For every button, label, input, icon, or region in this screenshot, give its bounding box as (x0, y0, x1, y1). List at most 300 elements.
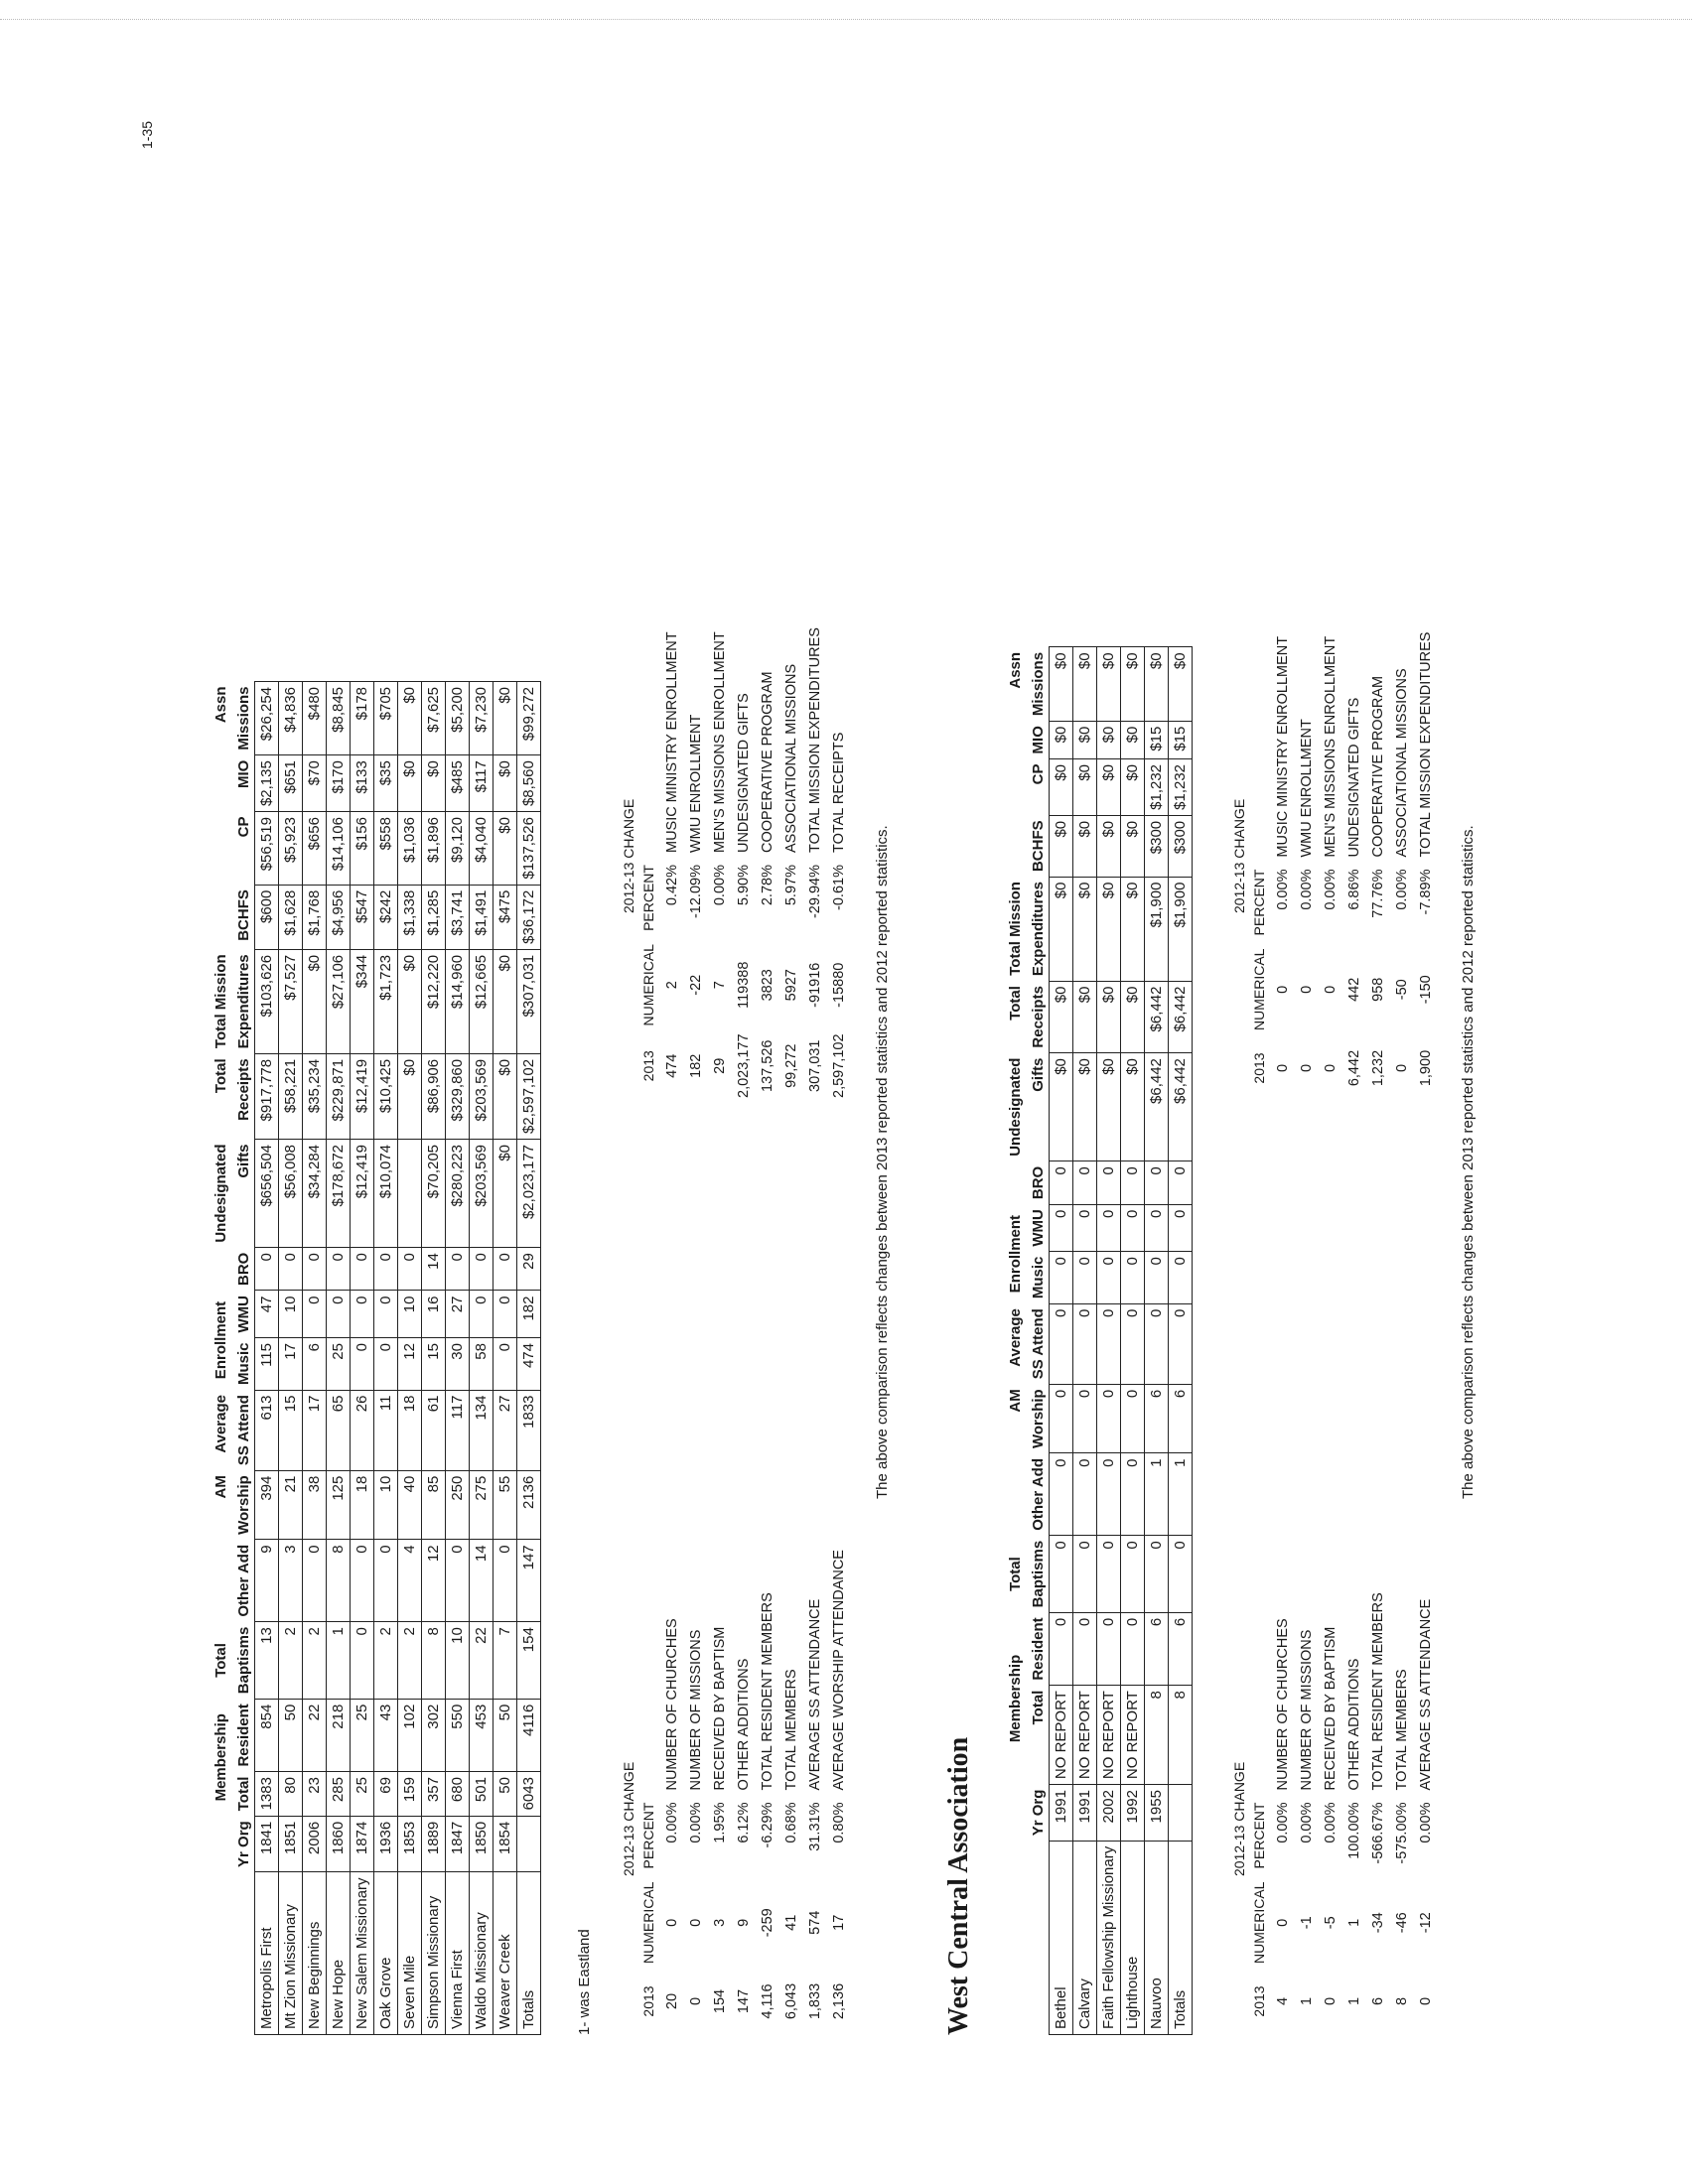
col-numerical-header: NUMERICAL (640, 1881, 656, 1964)
metric-label-cell: TOTAL MISSION EXPENDITURES (1418, 631, 1434, 858)
table-cell: $656,504 (255, 1139, 279, 1247)
change-row (1319, 628, 1342, 1102)
table-cell: 134 (470, 1390, 494, 1470)
table-cell: 6 (1169, 1612, 1193, 1685)
table-cell: 102 (398, 1699, 422, 1771)
change-summary-title: 2012-13 CHANGE (621, 798, 636, 913)
change-row (684, 1546, 708, 2035)
table-cell: 10 (398, 1291, 422, 1338)
metric-label-cell: ASSOCIATIONAL MISSIONS (783, 663, 799, 854)
table-cell: 501 (470, 1772, 494, 1817)
table-cell: 1860 (327, 1816, 351, 1872)
comparison-note-2: The above comparison reflects changes between 2013 reported statistics and 2012 reported statistics. (1460, 825, 1477, 1499)
table-row (327, 681, 351, 2034)
table-cell: 1851 (279, 1816, 303, 1872)
table-cell: $0 (1121, 815, 1145, 877)
other-add-column-header: Other Add (235, 1544, 252, 1617)
table-cell: 854 (255, 1699, 279, 1771)
table-cell: 14 (422, 1248, 446, 1291)
change-table-finance-body (636, 623, 851, 1102)
table-cell: $5,200 (446, 681, 470, 754)
table-cell: $1,232 (1169, 758, 1193, 815)
table-row (1145, 647, 1169, 2035)
table-cell: 0 (1145, 1536, 1169, 1613)
table-cell: NO REPORT (1050, 1686, 1073, 1785)
statistics-table-1 (209, 681, 541, 2035)
table-cell: $0 (1169, 647, 1193, 721)
footnote: 1- was Eastland (576, 1929, 593, 2035)
table-cell: 18 (351, 1470, 374, 1540)
table-cell: 250 (446, 1470, 470, 1540)
metric-label-cell: UNDESIGNATED GIFTS (736, 693, 752, 854)
table-cell: $1,285 (422, 885, 446, 949)
numerical-change-cell: 0 (664, 1918, 680, 1927)
change-row (779, 623, 803, 1102)
yr-org-column-header: Yr Org (1030, 1789, 1047, 1837)
table-cell: $2,023,177 (517, 1139, 541, 1247)
numerical-change-cell: -12 (1418, 1912, 1434, 1934)
table-cell: $0 (494, 681, 517, 754)
metric-label-cell: COOPERATIVE PROGRAM (1370, 675, 1386, 858)
table-cell: $14,960 (446, 949, 470, 1053)
church-column-header (231, 1872, 255, 2035)
expenditures-column-header: Expenditures (235, 954, 252, 1049)
table-cell: 0 (351, 1248, 374, 1291)
percent-change-cell: -6.29% (760, 1802, 776, 1848)
table-row (279, 681, 303, 2034)
table-cell: 1833 (517, 1390, 541, 1470)
table-cell: $8,560 (517, 755, 541, 812)
table-cell: 8 (422, 1622, 446, 1700)
table-cell: 0 (374, 1248, 398, 1291)
church-name-cell: Totals (517, 1872, 541, 2035)
numerical-change-cell: 5927 (783, 969, 799, 1002)
expenditures-column-header: Expenditures (1030, 882, 1047, 977)
percent-change-cell: 0.00% (1418, 1802, 1434, 1843)
church-name-cell: Metropolis First (255, 1872, 279, 2035)
table-cell: 30 (446, 1338, 470, 1391)
col-percent-header: PERCENT (640, 1802, 656, 1869)
table-cell: 0 (1050, 1252, 1073, 1304)
table-cell: $12,220 (422, 949, 446, 1053)
table-column-header-row (1026, 647, 1050, 2035)
table-cell: 4 (398, 1540, 422, 1622)
table-cell: 0 (1097, 1204, 1121, 1252)
table-cell: 154 (517, 1622, 541, 1700)
table-cell: 1 (1169, 1453, 1193, 1536)
table-row (494, 681, 517, 2034)
table-cell: $203,569 (470, 1139, 494, 1247)
table-cell: $0 (1073, 758, 1097, 815)
table-cell: $300 (1169, 815, 1193, 877)
value-2013-cell: 474 (664, 1053, 680, 1078)
table-cell: 1889 (422, 1816, 446, 1872)
table-cell: $12,419 (351, 1053, 374, 1139)
table-cell: 1850 (470, 1816, 494, 1872)
table-cell: 0 (1073, 1252, 1097, 1304)
table-cell: $4,836 (279, 681, 303, 754)
value-2013-cell: 147 (736, 1988, 752, 2014)
table-cell: 3 (279, 1540, 303, 1622)
table-cell: 2002 (1097, 1785, 1121, 1842)
table-cell: 275 (470, 1470, 494, 1540)
table-cell: 0 (1050, 1303, 1073, 1384)
percent-change-cell: -0.61% (831, 865, 847, 910)
table-cell: 0 (351, 1338, 374, 1391)
table-cell: 1383 (255, 1772, 279, 1817)
enrollment-group-header: Enrollment (212, 1300, 229, 1380)
table-cell: 50 (279, 1699, 303, 1771)
table-cell: 1955 (1145, 1785, 1169, 1842)
change-row (1342, 1588, 1366, 2035)
table-cell: 6 (303, 1338, 327, 1391)
table-cell (517, 1816, 541, 1872)
table-cell: 23 (303, 1772, 327, 1817)
church-name-cell: Seven Mile (398, 1872, 422, 2035)
table-cell: $3,741 (446, 885, 470, 949)
table-cell: 4116 (517, 1699, 541, 1771)
table-cell: 0 (1050, 1204, 1073, 1252)
change-row (1319, 1588, 1342, 2035)
value-2013-cell: 154 (712, 1988, 728, 2014)
numerical-change-cell: 1 (1346, 1918, 1362, 1927)
metric-label-cell: COOPERATIVE PROGRAM (760, 671, 776, 854)
metric-label-cell: WMU ENROLLMENT (1299, 719, 1315, 858)
change-row (1295, 628, 1319, 1102)
table-cell: $6,442 (1169, 981, 1193, 1053)
table-cell: 0 (494, 1338, 517, 1391)
table-cell: $480 (303, 681, 327, 754)
metric-label-cell: TOTAL RECEIPTS (831, 732, 847, 854)
numerical-change-cell: -15880 (831, 962, 847, 1008)
table-cell: $27,106 (327, 949, 351, 1053)
percent-change-cell: 100.00% (1346, 1802, 1362, 1859)
table-cell: 0 (1097, 1384, 1121, 1453)
table-cell: 0 (1145, 1252, 1169, 1304)
wmu-column-header: WMU (1030, 1209, 1047, 1247)
table-cell: 40 (398, 1470, 422, 1540)
page-number: 1-35 (139, 120, 155, 149)
table-cell: $475 (494, 885, 517, 949)
table-cell: 10 (446, 1622, 470, 1700)
table-cell: 0 (1169, 1161, 1193, 1204)
table-cell: 13 (255, 1622, 279, 1700)
metric-label-cell: NUMBER OF MISSIONS (1299, 1629, 1315, 1791)
percent-change-cell: 5.90% (736, 865, 752, 906)
table-cell: 0 (303, 1291, 327, 1338)
numerical-change-cell: -5 (1323, 1916, 1339, 1930)
table-cell: 2 (303, 1622, 327, 1700)
table-cell: $137,526 (517, 812, 541, 886)
numerical-change-cell: 3 (712, 1918, 728, 1927)
receipts-column-header: Receipts (1030, 986, 1047, 1048)
comparison-note: The above comparison reflects changes between 2013 reported statistics and 2012 reported statistics. (874, 825, 891, 1499)
music-column-header: Music (1030, 1256, 1047, 1299)
table-cell: 38 (303, 1470, 327, 1540)
value-2013-cell: 6 (1370, 1996, 1386, 2006)
assn-group-header: Assn (212, 686, 229, 724)
metric-label-cell: NUMBER OF CHURCHES (1275, 1618, 1291, 1791)
table-cell: 2 (374, 1622, 398, 1700)
value-2013-cell: 307,031 (807, 1039, 823, 1092)
table-cell: 0 (303, 1540, 327, 1622)
change-row (708, 623, 732, 1102)
value-2013-cell: 6,043 (783, 1982, 799, 2020)
table-row (374, 681, 398, 2034)
numerical-change-cell: 0 (688, 1918, 704, 1927)
table-cell: 61 (422, 1390, 446, 1470)
change-row (660, 623, 684, 1102)
table-cell: 0 (1169, 1204, 1193, 1252)
table-cell: 22 (303, 1699, 327, 1771)
metric-label-cell: TOTAL RESIDENT MEMBERS (760, 1592, 776, 1791)
percent-change-cell: -566.67% (1370, 1802, 1386, 1864)
metric-label-cell: TOTAL MISSION EXPENDITURES (807, 627, 823, 854)
table-cell: 147 (517, 1540, 541, 1622)
total-group-header: Total (212, 1643, 229, 1678)
metric-label-cell: TOTAL MEMBERS (1394, 1669, 1410, 1791)
total-mission-group-header: Total Mission (1007, 882, 1024, 976)
value-2013-cell: 0 (1299, 1063, 1315, 1073)
table-cell: 0 (1050, 1161, 1073, 1204)
table-cell: 2136 (517, 1470, 541, 1540)
music-column-header: Music (235, 1342, 252, 1386)
numerical-change-cell: 41 (783, 1914, 799, 1931)
table-cell: $1,232 (1145, 758, 1169, 815)
change-row (1271, 628, 1295, 1102)
col-numerical-header: NUMERICAL (640, 944, 656, 1026)
table-cell: $0 (1073, 877, 1097, 981)
percent-change-cell: 0.00% (1323, 1802, 1339, 1843)
percent-change-cell: 0.42% (664, 865, 680, 906)
table-cell: 85 (422, 1470, 446, 1540)
table-cell: 0 (1169, 1303, 1193, 1384)
church-name-cell: New Hope (327, 1872, 351, 2035)
undesignated-group-header: Undesignated (212, 1144, 229, 1243)
table-cell: 0 (303, 1248, 327, 1291)
table-cell: $12,419 (351, 1139, 374, 1247)
table-cell: 182 (517, 1291, 541, 1338)
table-cell: $0 (1050, 647, 1073, 721)
table-cell: $0 (1121, 877, 1145, 981)
value-2013-cell: 0 (1418, 1996, 1434, 2006)
percent-change-cell: 0.00% (1323, 869, 1339, 910)
value-2013-cell: 0 (1275, 1063, 1291, 1073)
value-2013-cell: 4 (1275, 1996, 1291, 2006)
numerical-change-cell: -150 (1418, 975, 1434, 1005)
change-summary-title: 2012-13 CHANGE (1231, 1761, 1247, 1876)
table-cell: 0 (1073, 1453, 1097, 1536)
table-cell: 50 (494, 1699, 517, 1771)
numerical-change-cell: 119388 (736, 961, 752, 1009)
church-name-cell: Mt Zion Missionary (279, 1872, 303, 2035)
table-cell: 8 (1145, 1686, 1169, 1785)
table-cell: $0 (1121, 647, 1145, 721)
table-cell: $8,845 (327, 681, 351, 754)
table-cell: 0 (1073, 1204, 1097, 1252)
table-cell: $0 (1097, 647, 1121, 721)
am-group-header: AM (1007, 1389, 1024, 1413)
table-cell: 394 (255, 1470, 279, 1540)
table-cell: 0 (1121, 1252, 1145, 1304)
table-row (517, 681, 541, 2034)
numerical-change-cell: 2 (664, 981, 680, 990)
table-cell: 117 (446, 1390, 470, 1470)
total-column-header: Total (1030, 1690, 1047, 1725)
change-table-header-row (1247, 628, 1271, 1102)
change-table-members-2 (1247, 1588, 1438, 2035)
value-2013-cell: 1,232 (1370, 1049, 1386, 1087)
table-cell: 21 (279, 1470, 303, 1540)
average-group-header: Average (212, 1395, 229, 1453)
table-cell: $0 (1121, 1053, 1145, 1161)
change-row (1271, 1588, 1295, 2035)
table-cell: 613 (255, 1390, 279, 1470)
table-cell: $70 (303, 755, 327, 812)
metric-label-cell: AVERAGE SS ATTENDANCE (1418, 1598, 1434, 1791)
table-cell: 0 (1121, 1612, 1145, 1685)
table-cell: $10,074 (374, 1139, 398, 1247)
table-cell: $329,860 (446, 1053, 470, 1139)
metric-label-cell: UNDESIGNATED GIFTS (1346, 697, 1362, 858)
total-group-header: Total (1007, 1557, 1024, 1591)
table-cell: 357 (422, 1772, 446, 1817)
table-cell: 25 (351, 1772, 374, 1817)
membership-group-header: Membership (1007, 1654, 1024, 1743)
value-2013-cell: 1,833 (807, 1982, 823, 2020)
table-cell: $0 (494, 1139, 517, 1247)
change-summary-title: 2012-13 CHANGE (621, 1761, 636, 1876)
value-2013-cell: 0 (1394, 1063, 1410, 1073)
table-cell: 25 (327, 1338, 351, 1391)
change-row (1390, 1588, 1414, 2035)
numerical-change-cell: -46 (1394, 1912, 1410, 1934)
table-cell: 0 (1073, 1536, 1097, 1613)
table-cell: 0 (1145, 1204, 1169, 1252)
table-cell: 80 (279, 1772, 303, 1817)
table-cell: 0 (1121, 1161, 1145, 1204)
statistics-table-2-body (1050, 647, 1193, 2035)
table-cell: $0 (1050, 981, 1073, 1053)
table-cell: 0 (470, 1248, 494, 1291)
table-cell: 1854 (494, 1816, 517, 1872)
table-row (1169, 647, 1193, 2035)
table-cell: 0 (1050, 1536, 1073, 1613)
table-cell: $156 (351, 812, 374, 886)
table-cell: 0 (1097, 1453, 1121, 1536)
table-cell: $56,008 (279, 1139, 303, 1247)
metric-label-cell: MEN'S MISSIONS ENROLLMENT (1323, 635, 1339, 858)
value-2013-cell: 2,136 (831, 1982, 847, 2020)
percent-change-cell: 0.80% (831, 1802, 847, 1843)
table-cell: $307,031 (517, 949, 541, 1053)
table-cell: 0 (1169, 1536, 1193, 1613)
table-cell: 12 (398, 1338, 422, 1391)
table-cell: $10,425 (374, 1053, 398, 1139)
table-cell: 15 (422, 1338, 446, 1391)
table-cell: 27 (446, 1291, 470, 1338)
table-cell: NO REPORT (1121, 1686, 1145, 1785)
table-cell: 0 (1121, 1384, 1145, 1453)
table-cell: $56,519 (255, 812, 279, 886)
value-2013-cell: 99,272 (783, 1043, 799, 1088)
change-table-header-row (636, 1546, 660, 2035)
change-row (1414, 1588, 1438, 2035)
change-row (779, 1546, 803, 2035)
percent-change-cell: 0.00% (1299, 869, 1315, 910)
table-cell: 16 (422, 1291, 446, 1338)
table-cell: $58,221 (279, 1053, 303, 1139)
table-cell: $0 (303, 949, 327, 1053)
table-cell: $229,871 (327, 1053, 351, 1139)
table-cell: 0 (1073, 1303, 1097, 1384)
table-cell: $26,254 (255, 681, 279, 754)
table-cell: 0 (1121, 1303, 1145, 1384)
change-table-members-body (636, 1546, 851, 2035)
table-cell: 6 (1145, 1384, 1169, 1453)
cp-column-header: CP (235, 816, 252, 838)
table-group-header-row (1003, 647, 1026, 2035)
table-cell: $178,672 (327, 1139, 351, 1247)
value-2013-cell: 2,597,102 (831, 1033, 847, 1098)
table-cell: $133 (351, 755, 374, 812)
change-summary-members (621, 1546, 851, 2035)
table-cell: 550 (446, 1699, 470, 1771)
change-table-members-2-body (1247, 1588, 1438, 2035)
change-summary-members-2 (1231, 1588, 1438, 2035)
change-summary-finance-2 (1231, 628, 1438, 1102)
table-cell: 302 (422, 1699, 446, 1771)
bchfs-column-header: BCHFS (235, 889, 252, 941)
table-cell: $5,923 (279, 812, 303, 886)
table-cell: 0 (1097, 1252, 1121, 1304)
metric-label-cell: NUMBER OF MISSIONS (688, 1629, 704, 1791)
table-cell: 159 (398, 1772, 422, 1817)
ss-attend-column-header: SS Attend (1030, 1308, 1047, 1380)
table-cell: 453 (470, 1699, 494, 1771)
table-group-header-row (209, 681, 231, 2034)
numerical-change-cell: 574 (807, 1910, 823, 1935)
table-cell: 0 (1050, 1453, 1073, 1536)
change-row (1295, 1588, 1319, 2035)
table-cell: $15 (1169, 721, 1193, 758)
table-cell: 0 (494, 1540, 517, 1622)
church-name-cell: Weaver Creek (494, 1872, 517, 2035)
table-cell: 1853 (398, 1816, 422, 1872)
table-cell: 11 (374, 1390, 398, 1470)
change-table-header-row (636, 623, 660, 1102)
table-cell: $1,900 (1169, 877, 1193, 981)
ss-attend-column-header: SS Attend (235, 1395, 252, 1466)
value-2013-cell: 137,526 (760, 1039, 776, 1092)
table-cell: 0 (351, 1540, 374, 1622)
table-cell: 0 (374, 1291, 398, 1338)
change-row (827, 1546, 851, 2035)
table-cell: 0 (1097, 1536, 1121, 1613)
change-table-members (636, 1546, 851, 2035)
change-row (1414, 628, 1438, 1102)
table-cell: 0 (1097, 1612, 1121, 1685)
church-name-cell: Totals (1169, 1841, 1193, 2034)
table-row (1121, 647, 1145, 2035)
table-cell: 55 (494, 1470, 517, 1540)
table-row (398, 681, 422, 2034)
change-row (803, 1546, 827, 2035)
value-2013-cell: 182 (688, 1053, 704, 1078)
change-row (660, 1546, 684, 2035)
church-column-header (1026, 1841, 1050, 2034)
table-cell: 1 (327, 1622, 351, 1700)
